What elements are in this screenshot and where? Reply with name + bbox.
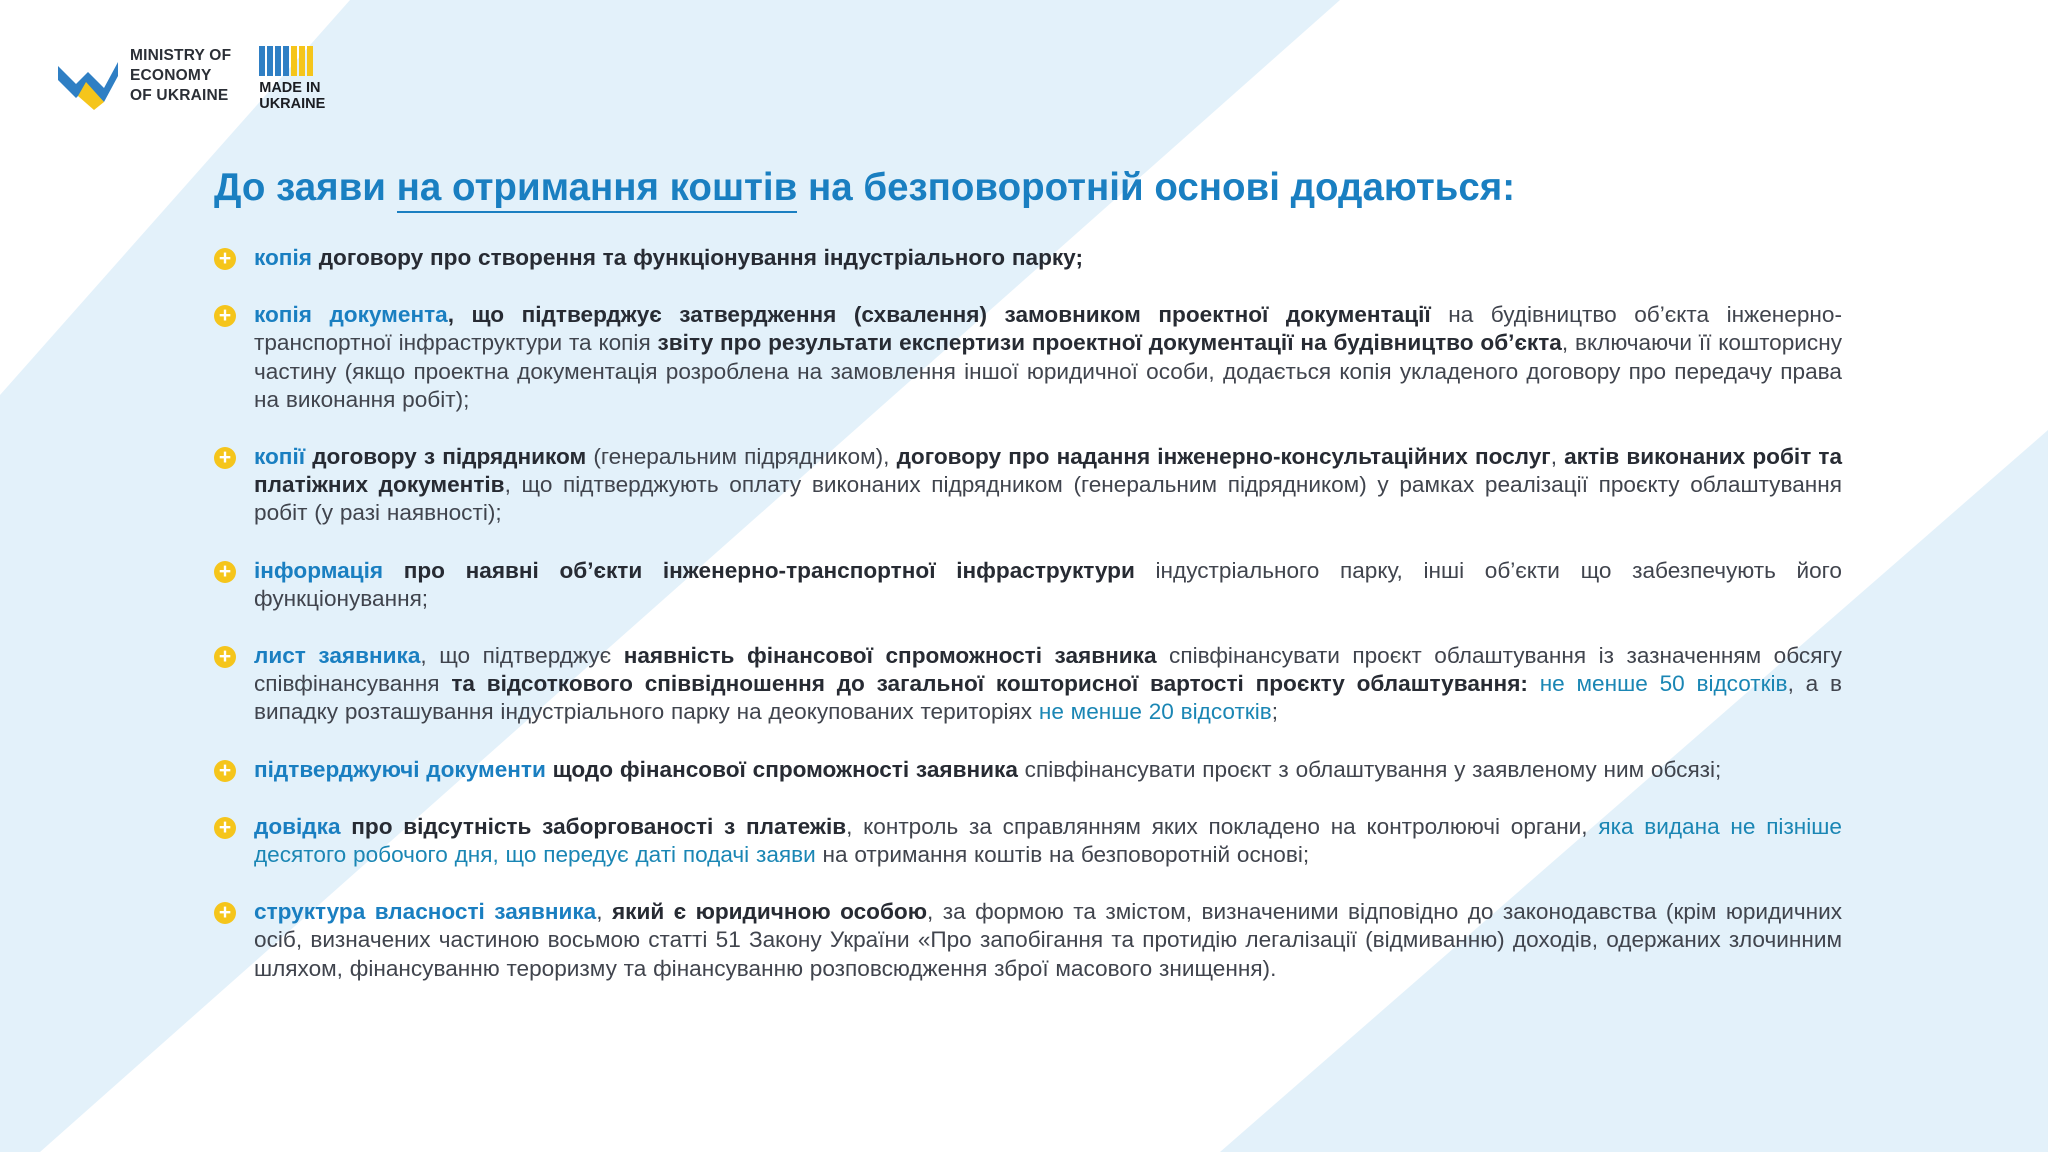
plus-bullet-icon: + (214, 646, 236, 668)
item-keyword: довідка (254, 813, 341, 839)
item-bold-text: наявність фінансової спроможності заявника (623, 643, 1157, 669)
title-underlined: на отримання коштів (397, 166, 798, 213)
item-keyword: інформація (254, 557, 384, 583)
item-highlight: яка видана не пізніше десятого робочого дня, що передує даті подачі заяви (254, 813, 1842, 868)
made-in-line: MADE IN (259, 80, 321, 96)
item-text: , включаючи її кошторисну частину (якщо проектна документація розроблена на замовлення іншої юридичної особи, додається копія укладеного договору про передачу права на виконання робіт); (254, 330, 1842, 412)
plus-bullet-icon: + (214, 760, 236, 782)
item-text: , що підтверджує (420, 643, 624, 669)
list-item (214, 898, 1842, 983)
plus-bullet-icon: + (214, 305, 236, 327)
list-item-text (254, 898, 1842, 983)
plus-bullet-icon: + (214, 817, 236, 839)
item-bold-text: договору про надання інженерно-консультаційних послуг (896, 444, 1551, 470)
made-in-ukraine-logo (259, 46, 325, 112)
list-item-text (254, 756, 1842, 784)
item-text: ; (1271, 699, 1278, 725)
item-bold-text: договору про створення та функціонування індустріального парку; (311, 245, 1083, 270)
list-item (214, 443, 1842, 528)
item-keyword: копія (254, 245, 312, 270)
item-bold-text: про наявні об’єкти інженерно-транспортної інфраструктури (383, 557, 1135, 583)
ministry-logo-text (130, 46, 231, 106)
list-item (214, 301, 1842, 414)
item-text: , (1550, 444, 1565, 470)
made-in-line: UKRAINE (259, 96, 326, 112)
item-text: , за формою та змістом, визначеними відповідно до законодавства (крім юридичних осіб, визначених частиною восьмою статті 51 Закону України «Про запобігання та протидію легалізації (відмиванню) доходів, одержаних злочинним шляхом, фінансуванню тероризму та фінансуванню розповсюдження зброї масового знищення). (254, 899, 1842, 981)
title-part-before: До заяви (214, 166, 397, 209)
list-item (214, 557, 1842, 613)
list-item-text (254, 813, 1842, 869)
list-item (214, 642, 1842, 727)
plus-bullet-icon: + (214, 561, 236, 583)
made-in-ukraine-text (259, 80, 325, 112)
list-item-text (254, 642, 1842, 727)
item-text: співфінансувати проєкт облаштування із зазначенням обсягу співфінансування (254, 643, 1842, 697)
item-text: , (596, 899, 612, 925)
ministry-logo-line: MINISTRY OF (130, 47, 232, 64)
item-highlight: не менше 20 відсотків (1038, 699, 1272, 725)
plus-bullet-icon: + (214, 447, 236, 469)
item-bold-text: , що підтверджує затвердження (схвалення) замовником проектної документації (447, 302, 1431, 328)
item-bold-text: договору з підрядником (305, 444, 587, 470)
item-keyword: копія документа (254, 302, 448, 328)
requirements-list (214, 244, 1842, 1012)
ministry-logo-icon (56, 52, 120, 112)
item-text: , а в випадку розташування індустріального парку на деокупованих територіях (254, 671, 1842, 725)
item-text: на отримання коштів на безповоротній основі; (815, 842, 1310, 868)
item-keyword: копії (254, 444, 306, 470)
header-logos (56, 46, 325, 112)
item-keyword: підтверджуючі документи (254, 756, 546, 782)
list-item-text (254, 557, 1842, 613)
item-text: , що підтверджують оплату виконаних підрядником (генеральним підрядником) у рамках реалізації проєкту облаштування робіт (у разі наявності); (254, 472, 1842, 526)
ministry-logo-line: OF UKRAINE (130, 87, 229, 104)
made-in-ukraine-bars-icon (259, 46, 325, 76)
item-text: індустріального парку, інші об’єкти що забезпечують його функціонування; (254, 557, 1842, 611)
item-bold-text: актів виконаних робіт та платіжних документів (254, 444, 1843, 498)
item-text: на будівництво об’єкта інженерно-транспортної інфраструктури та копія (254, 302, 1842, 356)
plus-bullet-icon: + (214, 902, 236, 924)
page-title (214, 166, 1515, 210)
ministry-logo-line: ECONOMY (130, 67, 212, 84)
item-text: , контроль за справлянням яких покладено на контролюючі органи, (846, 813, 1599, 839)
item-bold-text: про відсутність заборгованості з платежів (340, 813, 847, 839)
list-item (214, 813, 1842, 869)
item-bold-text: який є юридичною особою (611, 899, 928, 925)
item-bold-text: звіту про результати експертизи проектної документації на будівництво об’єкта (657, 330, 1562, 356)
item-keyword: лист заявника (254, 643, 421, 669)
item-text: (генеральним підрядником), (586, 444, 897, 470)
title-part-after: на безповоротній основі додаються: (797, 166, 1516, 209)
list-item (214, 244, 1842, 272)
item-text: співфінансувати проєкт з облаштування у заявленому ним обсязі; (1017, 756, 1722, 782)
item-bold-text: та відсоткового співвідношення до загальної кошторисної вартості проєкту облаштування: (451, 671, 1528, 697)
item-highlight: не менше 50 відсотків (1527, 671, 1788, 697)
list-item-text (254, 244, 1842, 272)
list-item (214, 756, 1842, 784)
list-item-text (254, 443, 1842, 528)
plus-bullet-icon: + (214, 248, 236, 270)
item-keyword: структура власності заявника (254, 899, 597, 925)
list-item-text (254, 301, 1842, 414)
item-bold-text: щодо фінансової спроможності заявника (545, 756, 1018, 782)
